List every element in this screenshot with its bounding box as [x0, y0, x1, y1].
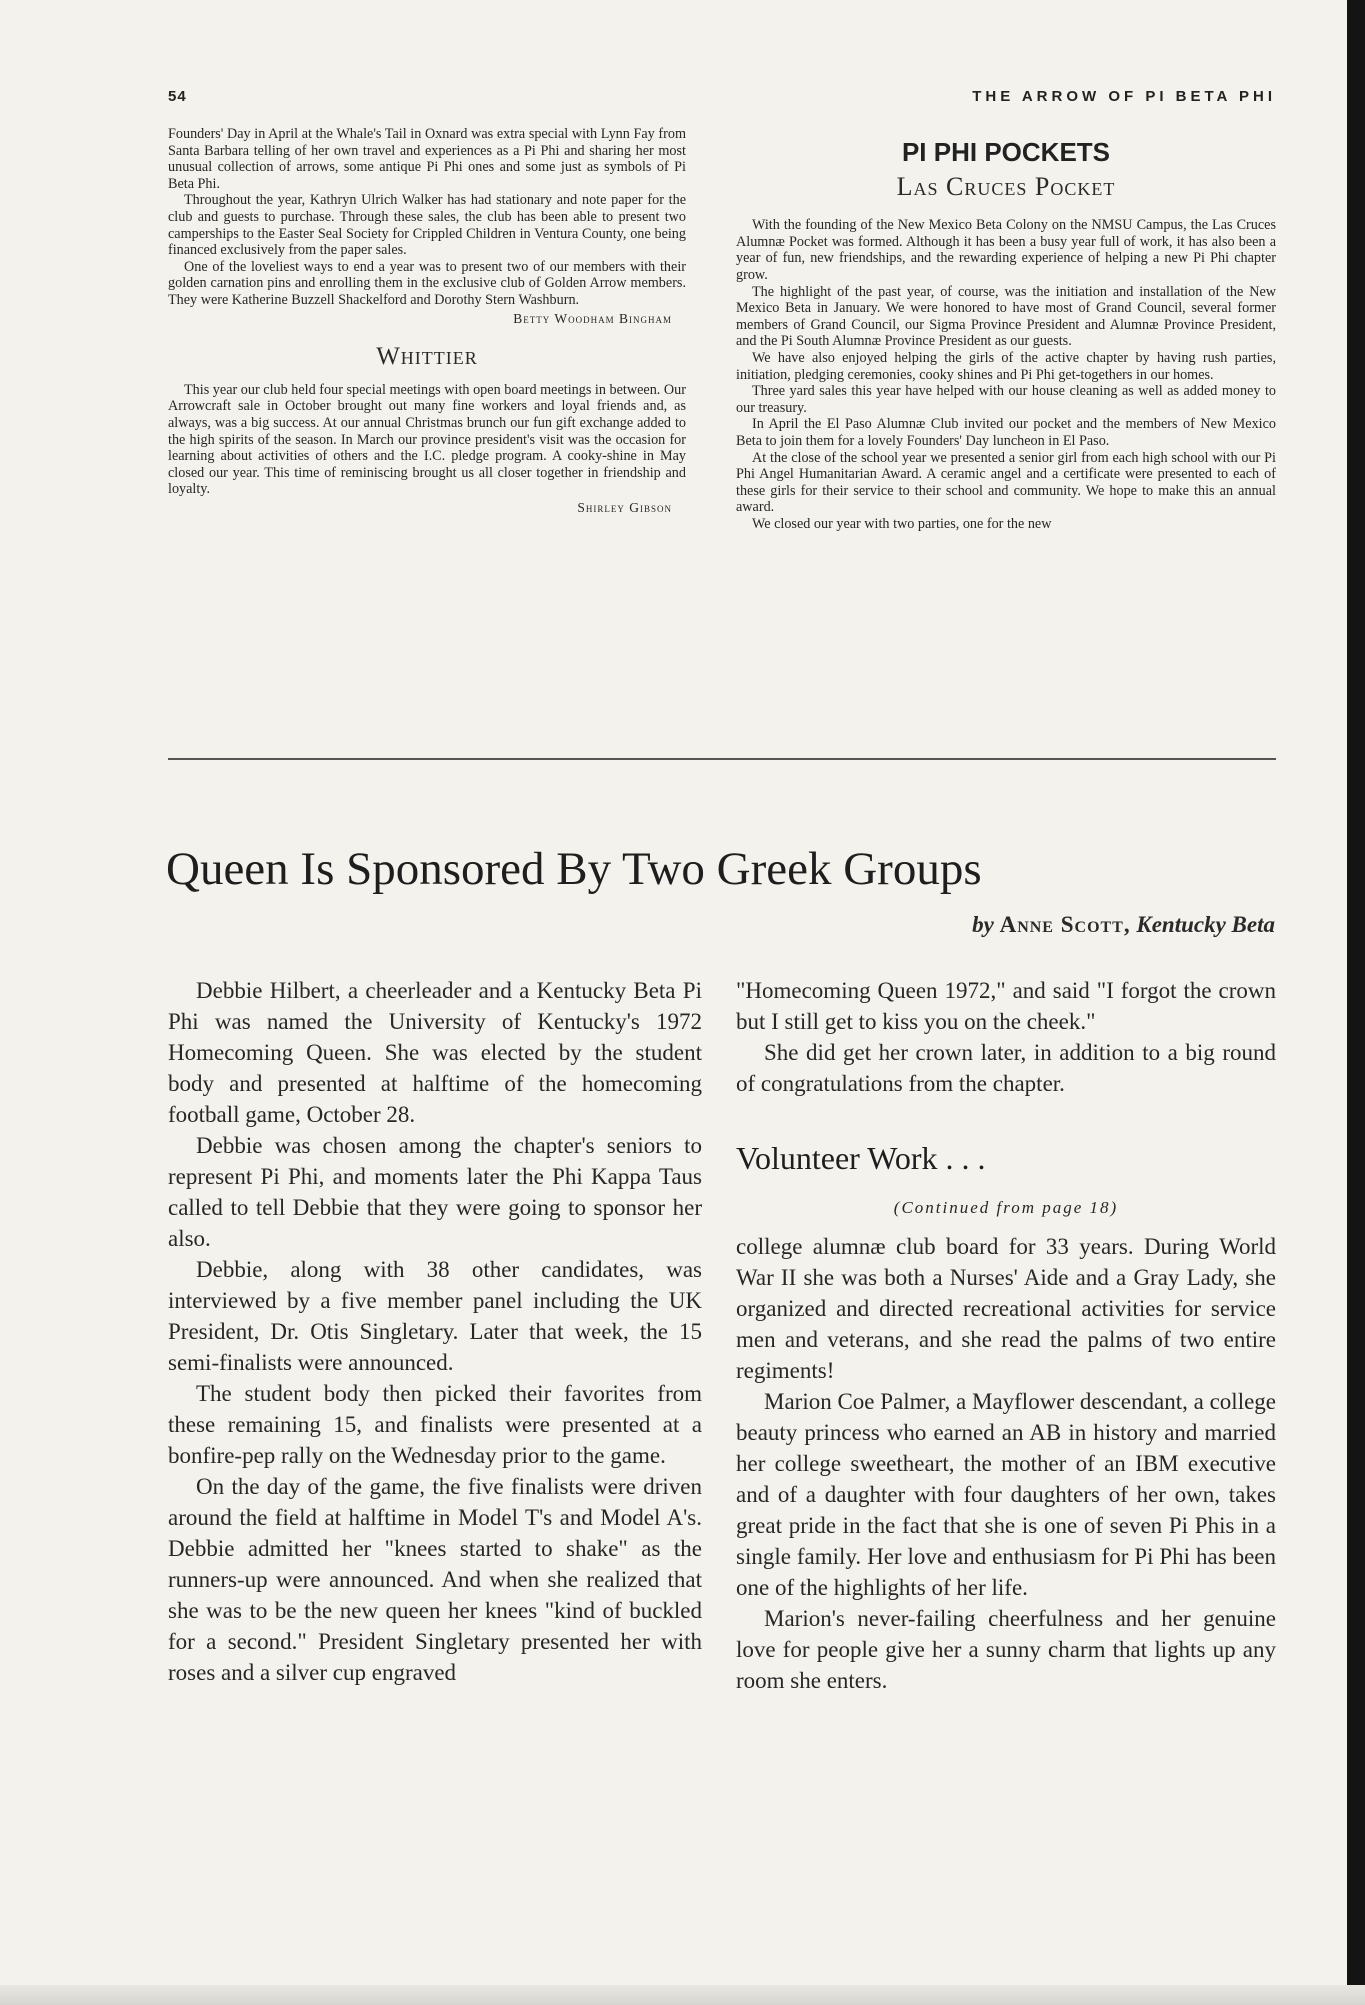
paragraph: Founders' Day in April at the Whale's Tail in Oxnard was extra special with Lynn Fay from Santa Barbara telling of her own travel and experiences as a Pi Phi and sharing her most unusual collection of arrows, some antique Pi Phi ones and some just as symbols of Pi Beta Phi.: [168, 126, 686, 192]
paragraph: At the close of the school year we presented a senior girl from each high school with our Pi Phi Angel Humanitarian Award. A ceramic angel and a certificate were presented to each of these girls for their service to their school and community. We hope to make this an annual award.: [736, 449, 1276, 516]
story-title: Queen Is Sponsored By Two Greek Groups: [166, 843, 982, 895]
left-top-column: [168, 126, 686, 516]
section-heading-whittier: Whittier: [376, 343, 478, 371]
paragraph: In April the El Paso Alumnæ Club invited our pocket and the members of New Mexico Beta to join them for a lovely Founders' Day luncheon in El Paso.: [736, 416, 1276, 449]
byline-prefix: by: [972, 912, 994, 937]
page-number: 54: [168, 88, 187, 105]
paragraph: Throughout the year, Kathryn Ulrich Walker has had stationary and note paper for the club and guests to purchase. Through these sales, the club has been able to present two camperships to the Easter Seal Society for Crippled Children in Ventura County, one being financed exclusively from the paper sales.: [168, 192, 686, 259]
paragraph: This year our club held four special meetings with open board meetings in between. Our Arrowcraft sale in October brought out many fine workers and loyal friends and, as always, was a big success. At our annual Christmas brunch our fun gift exchange added to the high spirits of the season. In March our province president's visit was the occasion for learning about activities of others and the I.C. pledge program. A cooky-shine in May closed our year. This time of reminiscing brought us all closer together in friendship and loyalty.: [168, 381, 686, 498]
paragraph: Marion's never-failing cheerfulness and her genuine love for people give her a sunny charm that lights up any room she enters.: [736, 1606, 1276, 1693]
signature: Shirley Gibson: [577, 499, 672, 515]
paragraph: She did get her crown later, in addition to a big round of congratulations from the chapter.: [736, 1040, 1276, 1096]
section-title-pi-phi-pockets: PI PHI POCKETS: [901, 137, 1111, 167]
paragraph: "Homecoming Queen 1972," and said "I forgot the crown but I still get to kiss you on the cheek.": [736, 978, 1276, 1034]
paragraph: Debbie was chosen among the chapter's seniors to represent Pi Phi, and moments later the Phi Kappa Taus called to tell Debbie that they were going to sponsor her also.: [168, 1133, 702, 1251]
byline-chapter: Kentucky Beta: [1136, 912, 1275, 937]
story-left-column: [168, 975, 702, 1688]
paragraph: Debbie Hilbert, a cheerleader and a Kentucky Beta Pi Phi was named the University of Kentucky's 1972 Homecoming Queen. She was elected by the student body and presented at halftime of the homecoming football game, October 28.: [168, 978, 702, 1127]
right-top-column: [736, 126, 1276, 532]
paragraph: The highlight of the past year, of course, was the initiation and installation of the New Mexico Beta in January. We were honored to have most of Grand Council, several former members of Grand Council, our Sigma Province President and Alumnæ Province President, and the Pi South Alumnæ Province President as our guests.: [736, 283, 1276, 350]
byline-author: Anne Scott,: [999, 912, 1131, 937]
paragraph: Marion Coe Palmer, a Mayflower descendant, a college beauty princess who earned an AB in history and married her college sweetheart, the mother of an IBM executive and of a daughter with four daughters of her own, takes great pride in the fact that she is one of seven Pi Phis in a single family. Her love and enthusiasm for Pi Phi has been one of the highlights of her life.: [736, 1389, 1276, 1600]
page-spine-shadow: [1347, 0, 1365, 2005]
story-right-column: [736, 975, 1276, 1696]
section-divider: [168, 758, 1276, 760]
page-bottom-edge: [0, 1985, 1365, 2005]
continued-note: (Continued from page 18): [893, 1198, 1119, 1217]
publication-title: THE ARROW OF PI BETA PHI: [972, 88, 1276, 105]
paragraph: The student body then picked their favorites from these remaining 15, and finalists were presented at a bonfire-pep rally on the Wednesday prior to the game.: [168, 1381, 702, 1468]
byline: [972, 912, 1275, 938]
page-header: [168, 88, 1276, 110]
paragraph: One of the loveliest ways to end a year was to present two of our members with their golden carnation pins and enrolling them in the exclusive club of Golden Arrow members. They were Katherine Buzzell Shackelford and Dorothy Stern Washburn.: [168, 258, 686, 308]
section-heading-las-cruces: Las Cruces Pocket: [896, 171, 1116, 201]
paragraph: We closed our year with two parties, one for the new: [752, 515, 1052, 532]
signature: Betty Woodham Bingham: [513, 310, 672, 326]
paragraph: Three yard sales this year have helped with our house cleaning as well as added money to our treasury.: [736, 383, 1276, 416]
paragraph: We have also enjoyed helping the girls of the active chapter by having rush parties, initiation, pledging ceremonies, cooky shines and Pi Phi get-togethers in our homes.: [736, 349, 1276, 383]
paragraph: On the day of the game, the five finalists were driven around the field at halftime in Model T's and Model A's. Debbie admitted her "knees started to shake" as the runners-up were announced. And when she realized that she was to be the new queen her knees "kind of buckled for a second." President Singletary presented her with roses and a silver cup engraved: [168, 1474, 702, 1685]
paragraph: With the founding of the New Mexico Beta Colony on the NMSU Campus, the Las Cruces Alumnæ Pocket was formed. Although it has been a busy year full of work, it has also been a year of fun, new friendships, and the rewarding experience of helping a new Pi Phi chapter grow.: [736, 217, 1276, 283]
paragraph: Debbie, along with 38 other candidates, was interviewed by a five member panel including the UK President, Dr. Otis Singletary. Later that week, the 15 semi-finalists were announced.: [168, 1257, 702, 1375]
volunteer-work-heading: Volunteer Work . . .: [736, 1140, 986, 1176]
paragraph: college alumnæ club board for 33 years. During World War II she was both a Nurses' Aide and a Gray Lady, she organized and directed recreational activities for service men and veterans, and she read the palms of two entire regiments!: [736, 1234, 1276, 1383]
